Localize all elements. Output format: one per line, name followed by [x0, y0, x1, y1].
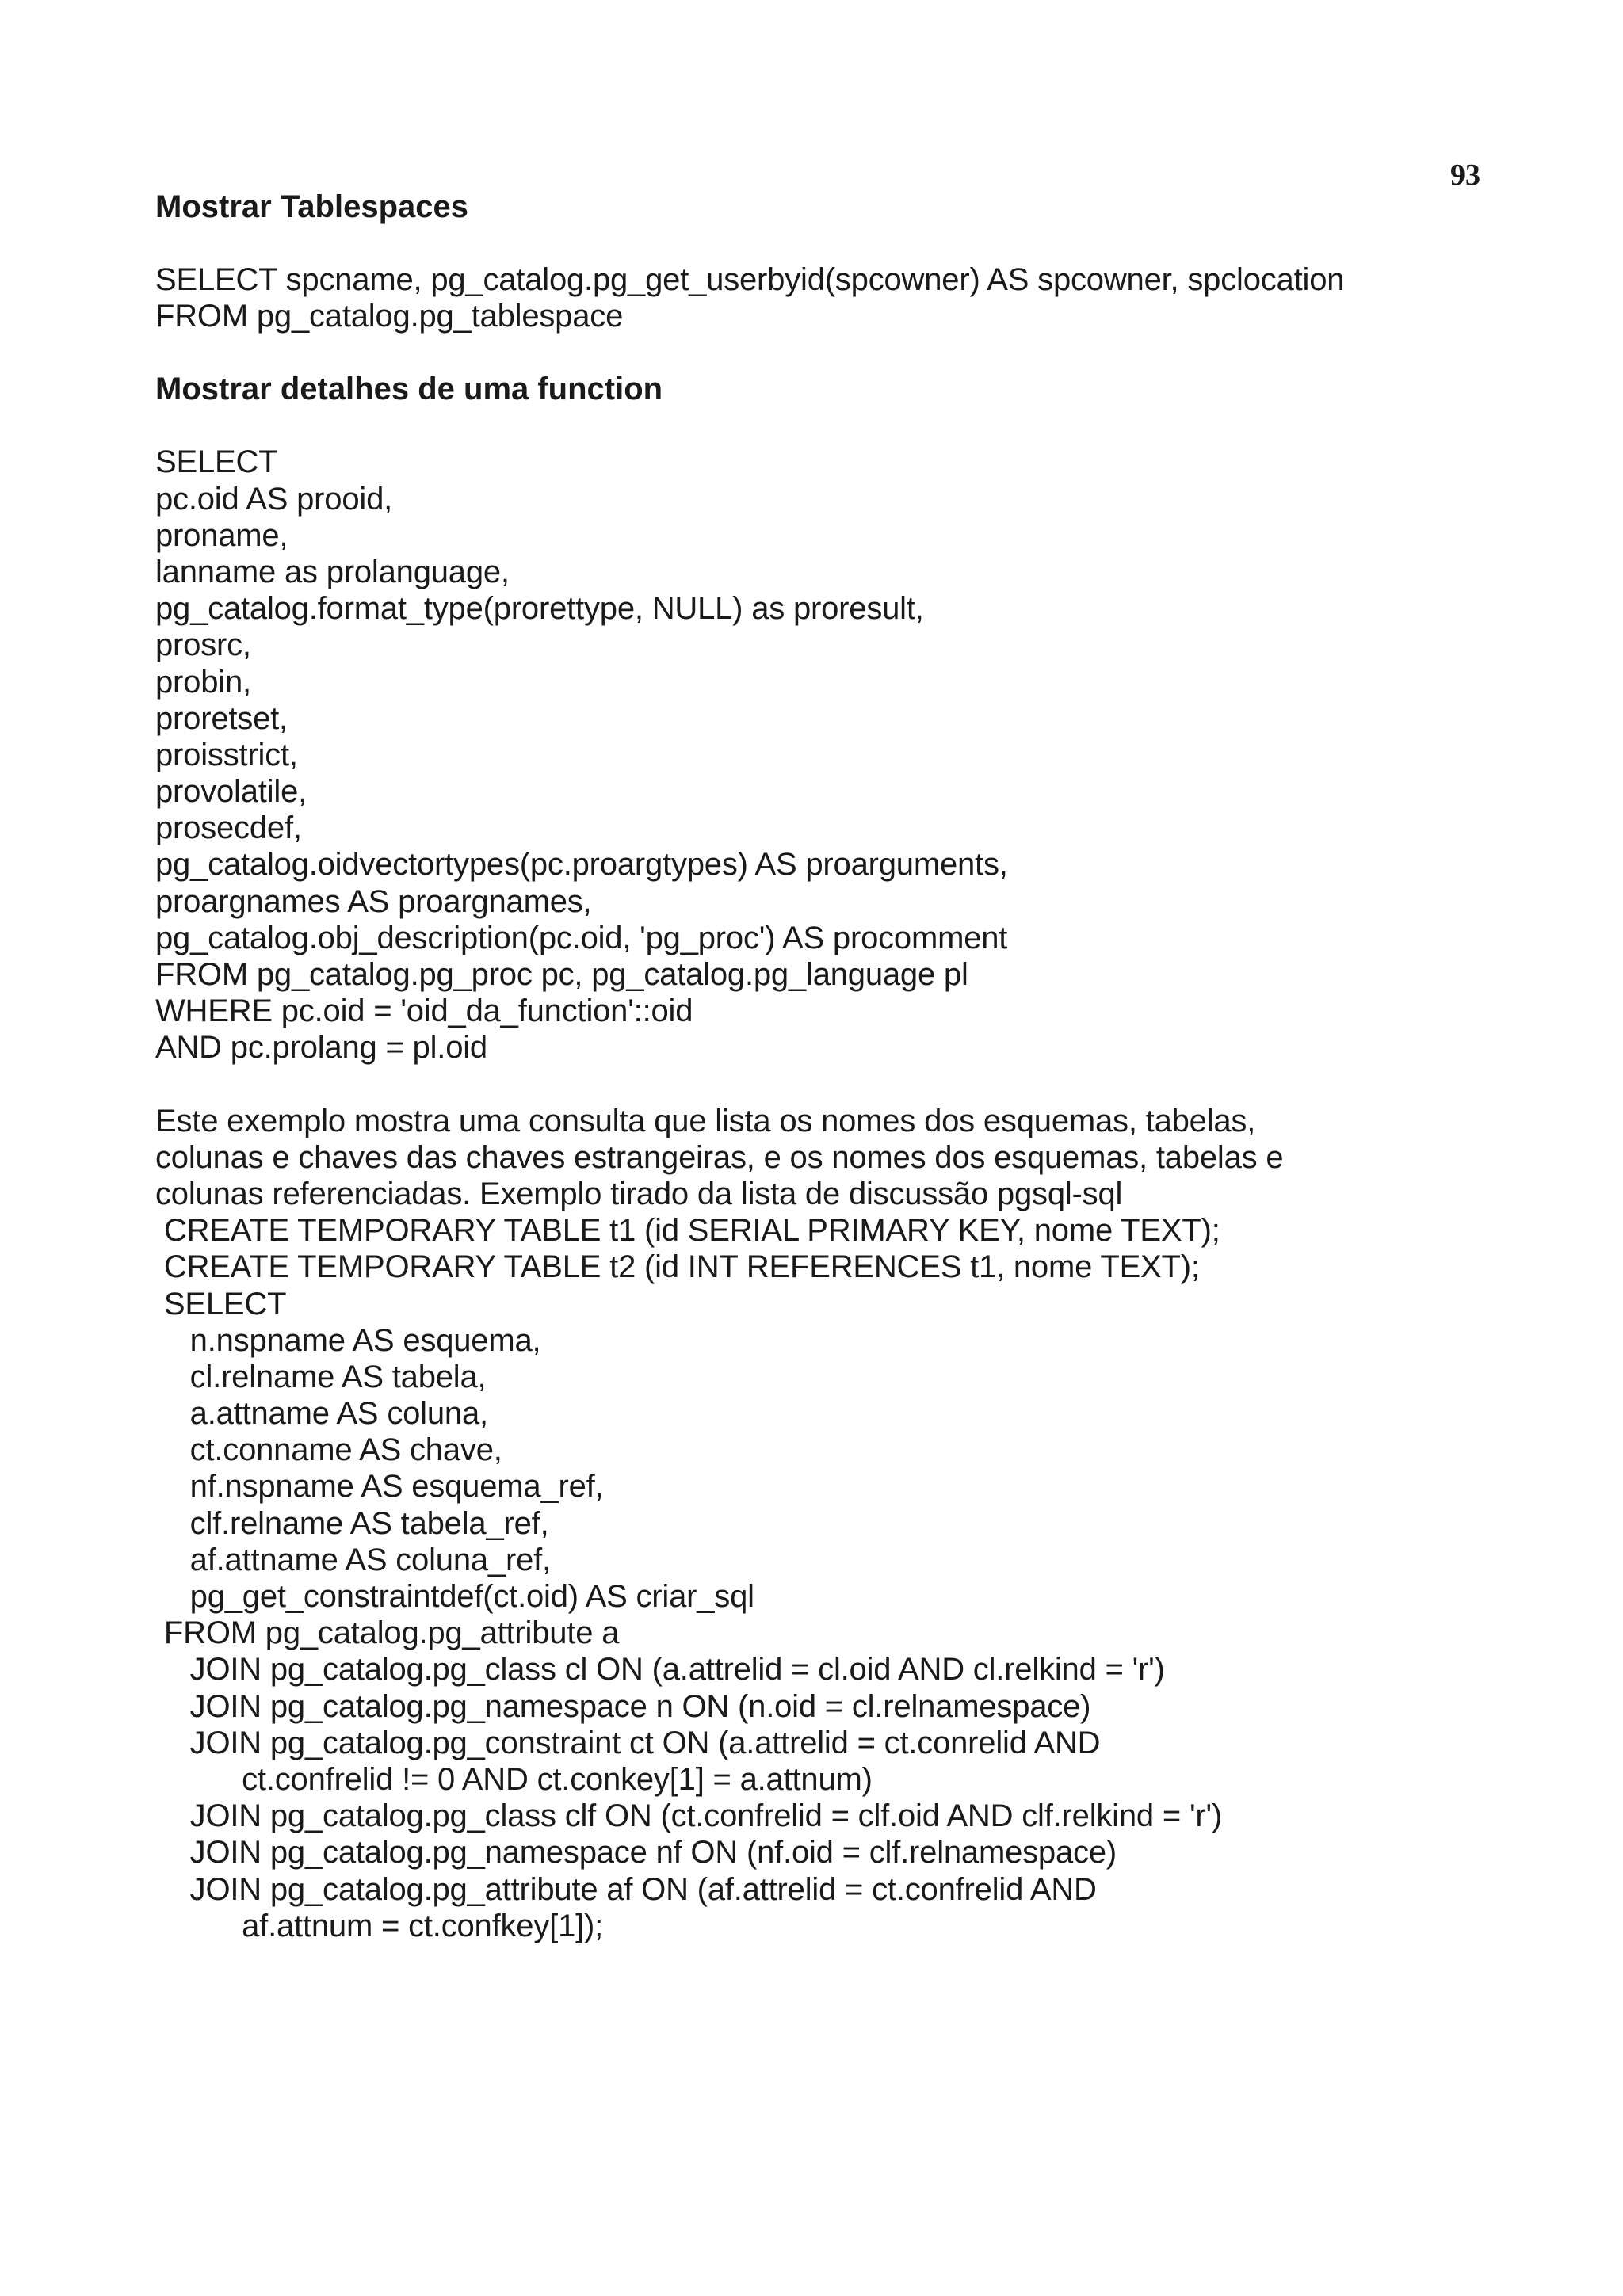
heading-tablespaces: Mostrar Tablespaces — [155, 189, 468, 224]
text-line: FROM pg_catalog.pg_attribute a — [155, 1615, 620, 1651]
text-line: pg_get_constraintdef(ct.oid) AS criar_sql — [155, 1579, 754, 1614]
text-line: colunas e chaves das chaves estrangeiras, e os nomes dos esquemas, tabelas e — [155, 1139, 1284, 1175]
text-line: SELECT — [155, 1286, 287, 1322]
text-line: n.nspname AS esquema, — [155, 1322, 541, 1358]
foreign-keys-block — [155, 1103, 1487, 1944]
text-line: JOIN pg_catalog.pg_class clf ON (ct.confrelid = clf.oid AND clf.relkind = 'r') — [155, 1798, 1223, 1834]
text-line: proname, — [155, 517, 288, 553]
text-line: proretset, — [155, 700, 288, 736]
text-line: proisstrict, — [155, 737, 298, 772]
spacer — [155, 334, 1487, 371]
text-line: JOIN pg_catalog.pg_namespace nf ON (nf.oid = clf.relnamespace) — [155, 1835, 1117, 1871]
text-line: prosrc, — [155, 627, 251, 663]
text-line: colunas referenciadas. Exemplo tirado da lista de discussão pgsql-sql — [155, 1176, 1123, 1211]
spacer — [155, 225, 1487, 261]
text-line: CREATE TEMPORARY TABLE t2 (id INT REFERENCES t1, nome TEXT); — [155, 1249, 1200, 1285]
text-line: JOIN pg_catalog.pg_attribute af ON (af.attrelid = ct.confrelid AND — [155, 1871, 1097, 1907]
text-line: WHERE pc.oid = 'oid_da_function'::oid — [155, 994, 693, 1029]
text-line: provolatile, — [155, 774, 307, 810]
page-content — [155, 189, 1487, 1944]
text-line: SELECT — [155, 444, 278, 480]
text-line: af.attname AS coluna_ref, — [155, 1542, 551, 1577]
text-line: lanname as prolanguage, — [155, 554, 510, 589]
text-line: probin, — [155, 664, 251, 700]
text-line: JOIN pg_catalog.pg_namespace n ON (n.oid = cl.relnamespace) — [155, 1688, 1091, 1724]
text-line: pg_catalog.format_type(prorettype, NULL) as proresult, — [155, 591, 924, 627]
text-line: pc.oid AS prooid, — [155, 481, 393, 517]
text-line: AND pc.prolang = pl.oid — [155, 1030, 487, 1066]
text-line: CREATE TEMPORARY TABLE t1 (id SERIAL PRIMARY KEY, nome TEXT); — [155, 1213, 1220, 1249]
text-line: pg_catalog.obj_description(pc.oid, 'pg_proc') AS procomment — [155, 920, 1008, 955]
text-line: clf.relname AS tabela_ref, — [155, 1505, 549, 1541]
text-line: nf.nspname AS esquema_ref, — [155, 1469, 604, 1505]
text-line: proargnames AS proargnames, — [155, 883, 592, 919]
text-line: ct.conname AS chave, — [155, 1432, 502, 1468]
text-line: JOIN pg_catalog.pg_class cl ON (a.attrelid = cl.oid AND cl.relkind = 'r') — [155, 1652, 1165, 1688]
text-line: ct.confrelid != 0 AND ct.conkey[1] = a.attnum) — [155, 1761, 873, 1797]
text-line: FROM pg_catalog.pg_tablespace — [155, 299, 624, 334]
heading-function-details: Mostrar detalhes de uma function — [155, 372, 663, 407]
code-block-tablespaces — [155, 261, 1487, 334]
text-line: JOIN pg_catalog.pg_constraint ct ON (a.attrelid = ct.conrelid AND — [155, 1725, 1101, 1760]
text-line: a.attname AS coluna, — [155, 1396, 488, 1432]
text-line: prosecdef, — [155, 810, 302, 846]
code-block-function-details — [155, 444, 1487, 1066]
text-line: FROM pg_catalog.pg_proc pc, pg_catalog.pg_language pl — [155, 957, 968, 992]
page-number: 93 — [1450, 158, 1480, 192]
spacer — [155, 1066, 1487, 1103]
spacer — [155, 407, 1487, 444]
text-line: af.attnum = ct.confkey[1]); — [155, 1908, 604, 1943]
text-line: SELECT spcname, pg_catalog.pg_get_userbyid(spcowner) AS spcowner, spclocation — [155, 262, 1345, 297]
text-line: Este exemplo mostra uma consulta que lista os nomes dos esquemas, tabelas, — [155, 1103, 1256, 1138]
text-line: cl.relname AS tabela, — [155, 1359, 487, 1394]
text-line: pg_catalog.oidvectortypes(pc.proargtypes) AS proarguments, — [155, 847, 1008, 883]
